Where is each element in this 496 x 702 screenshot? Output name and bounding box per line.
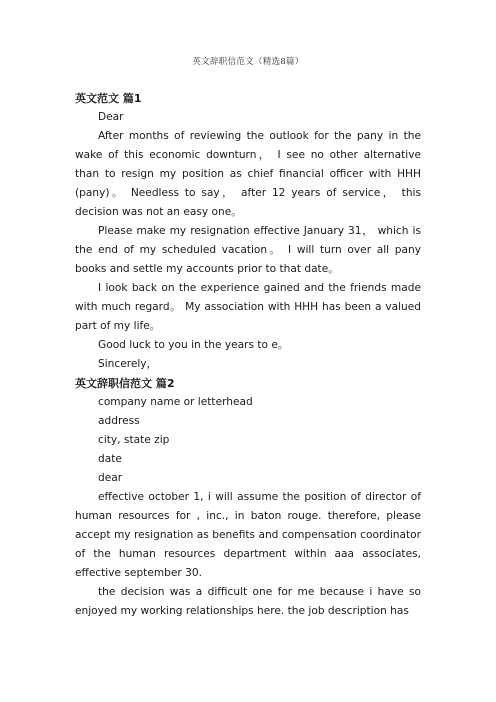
document-title: 英文辞职信范文（精选8篇） [192, 57, 304, 67]
section-1-heading: 英文范文 篇1 [75, 92, 142, 105]
section-2 [75, 374, 421, 621]
date-line: date [98, 453, 122, 465]
paragraph: I look back on the experience gained and the friends made with much regard。 My association with HHH has been a valued part of my life。 [75, 282, 421, 332]
address-line: address [98, 415, 140, 427]
paragraph: After months of reviewing the outlook for the pany in the wake of this economic downturn， I see no other alternative than to resign my position as chief financial officer with HHH (pany)。 Needless to say， after 12 years of service， this decision was not an easy one。 [75, 130, 421, 218]
paragraph: Good luck to you in the years to e。 [98, 339, 289, 351]
section-1 [75, 89, 421, 374]
paragraph: effective october 1, i will assume the position of director of human resources for , inc., in baton rouge. therefore, please accept my resignation as benefits and compensation coordinator of the human resources department within aaa associates, effective september 30. [75, 491, 421, 579]
salutation: Dear [98, 111, 124, 123]
letterhead-line: company name or letterhead [98, 396, 253, 408]
paragraph: Please make my resignation effective January 31， which is the end of my scheduled vacation。 I will turn over all pany books and settle my accounts prior to that date。 [75, 225, 421, 275]
closing: Sincerely， [98, 358, 158, 370]
salutation: dear [98, 472, 123, 484]
section-2-heading: 英文辞职信范文 篇2 [75, 377, 175, 390]
paragraph: the decision was a difficult one for me because i have so enjoyed my working relationships here. the job description has [75, 586, 421, 617]
city-line: city, state zip [98, 434, 170, 446]
